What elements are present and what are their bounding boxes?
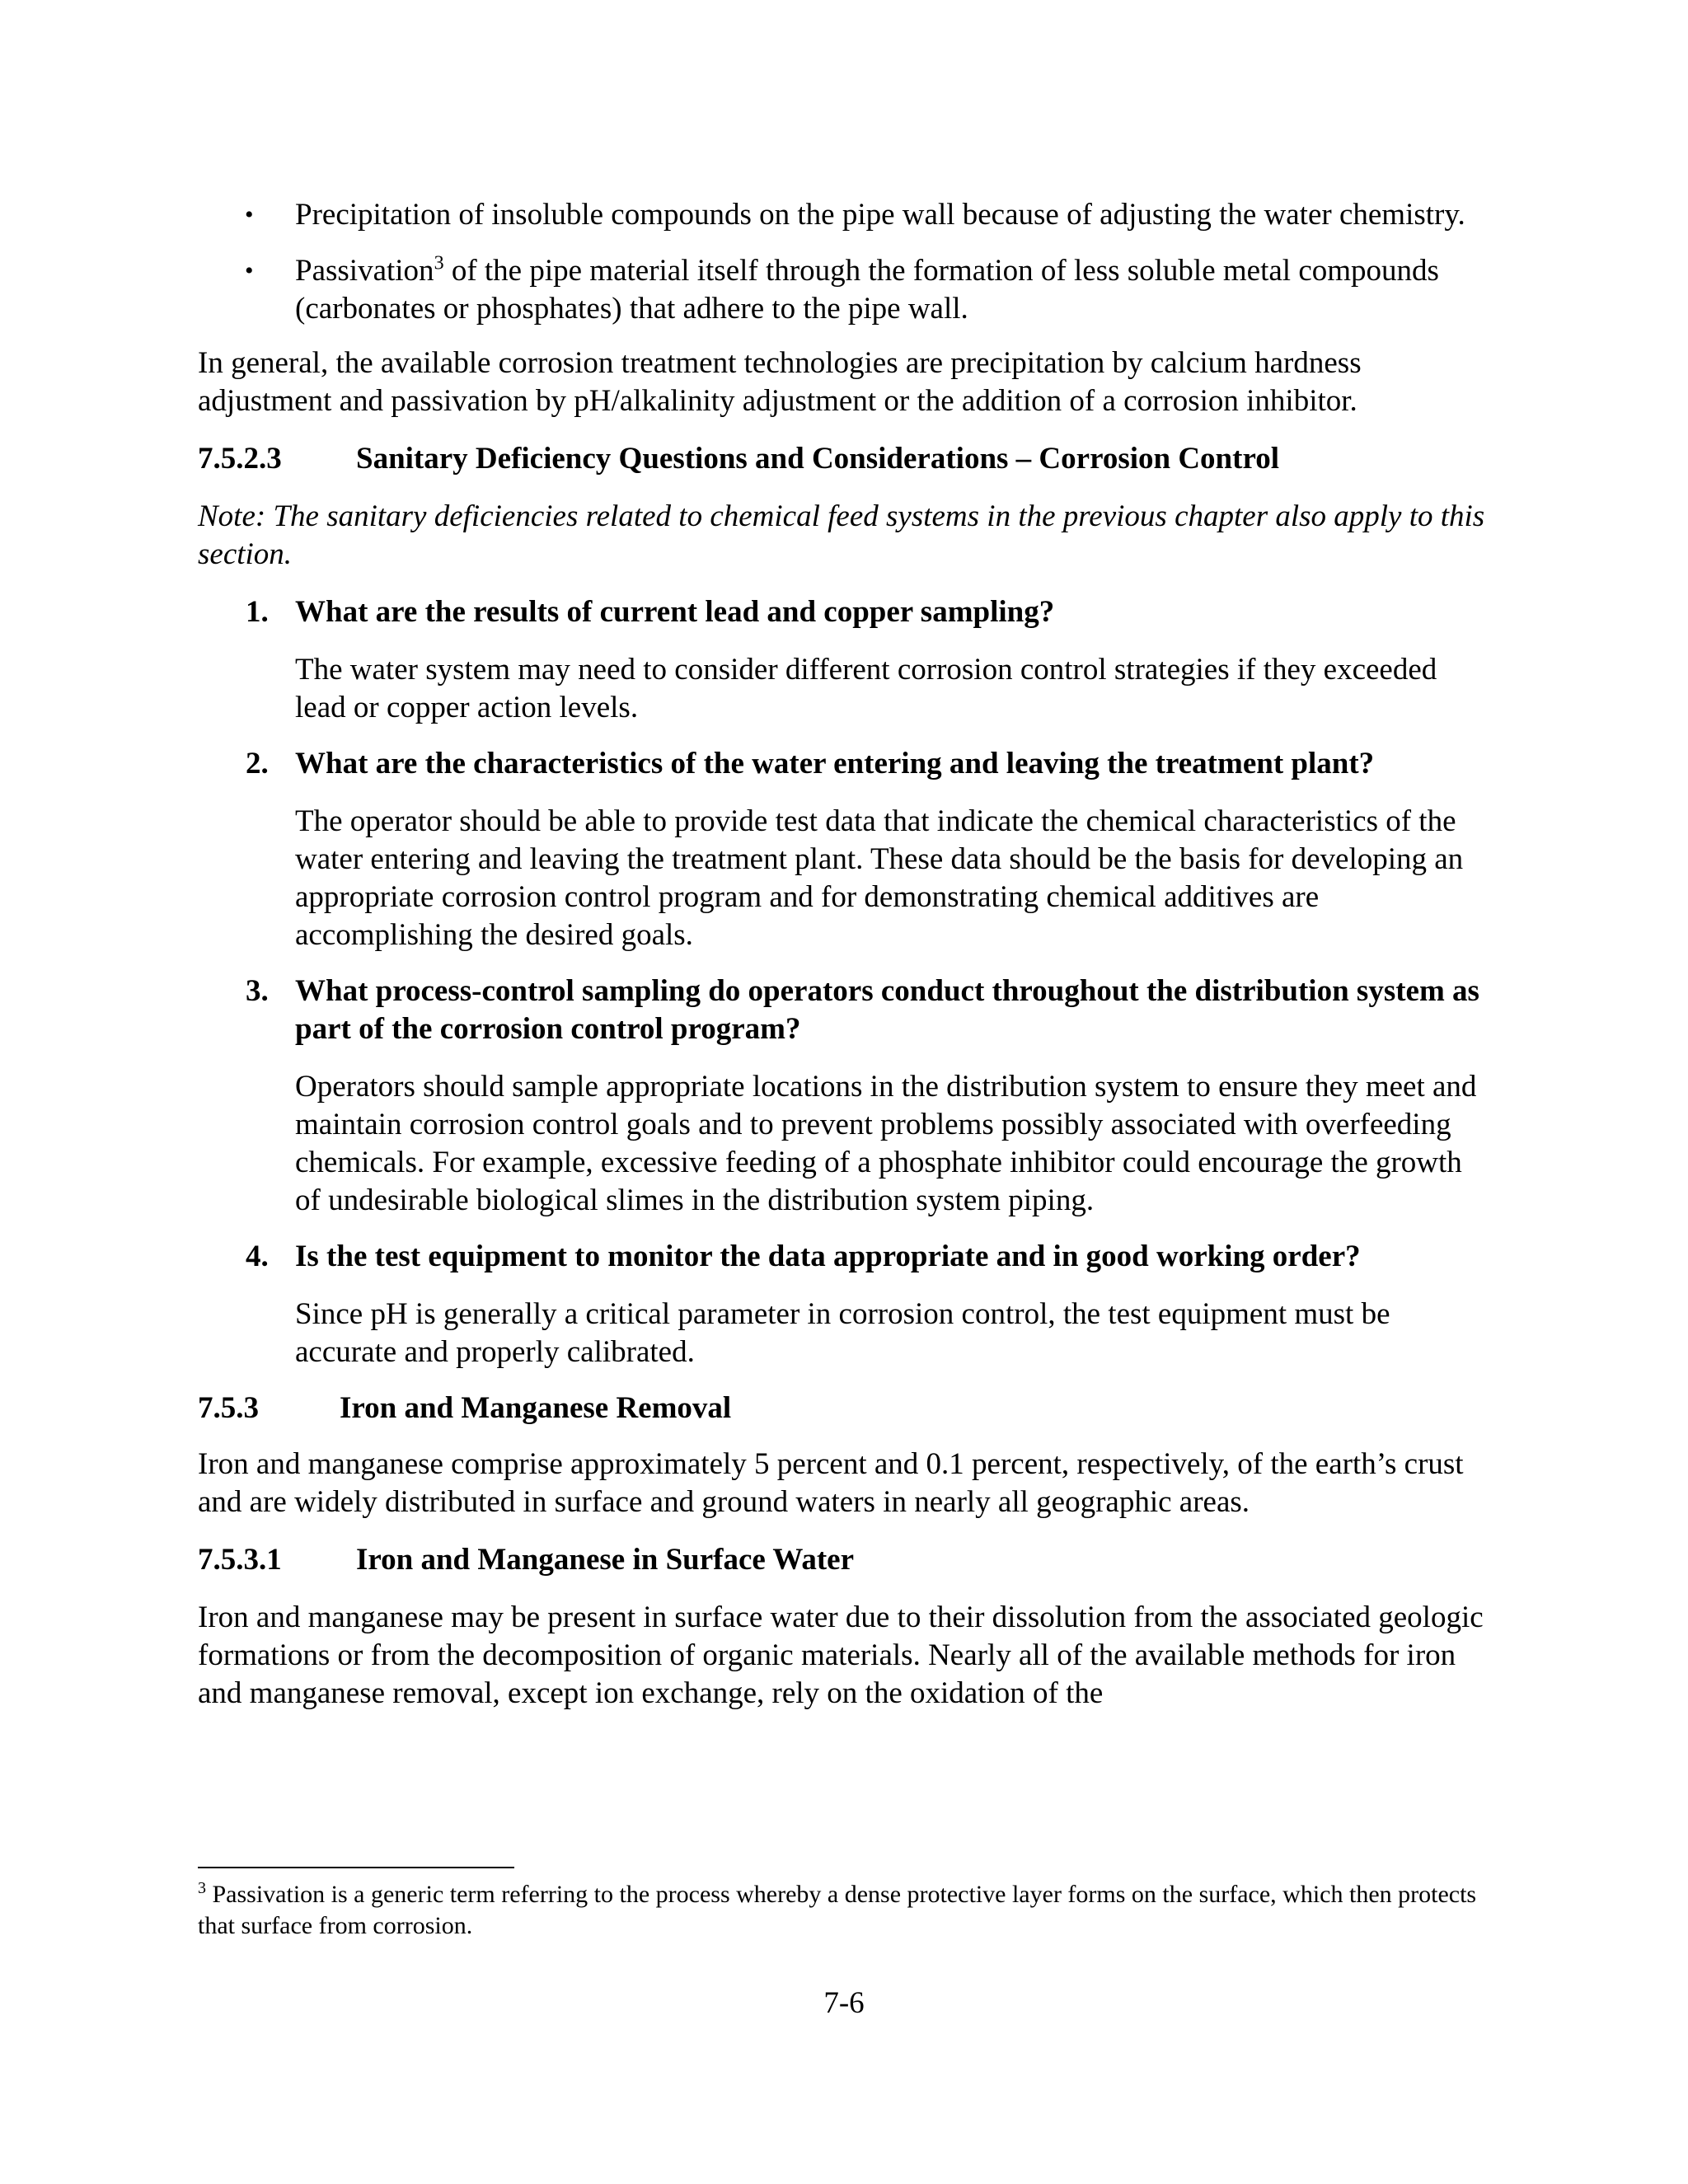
bullet-item	[198, 196, 1490, 234]
question-answer: Operators should sample appropriate locations in the distribution system to ensure they meet and maintain corrosion control goals and to prevent problems possibly associated with overfeeding chemicals. For example, excessive feeding of a phosphate inhibitor could encourage the growth of undesirable biological slimes in the distribution system piping.	[295, 1070, 1477, 1217]
footnote-reference[interactable]: 3	[434, 252, 444, 274]
question-title: What are the characteristics of the water entering and leaving the treatment plant?	[295, 747, 1375, 780]
section-number: 7.5.3.1	[198, 1543, 282, 1577]
question-answer: The water system may need to consider different corrosion control strategies if they exceeded lead or copper action levels.	[295, 653, 1437, 724]
section-number: 7.5.3	[198, 1391, 259, 1425]
document-page	[198, 196, 1490, 1713]
bullet-list	[198, 196, 1490, 328]
question-title: What process-control sampling do operators conduct throughout the distribution system as part of the corrosion control program?	[295, 974, 1479, 1046]
bullet-text: Precipitation of insoluble compounds on the pipe wall because of adjusting the water chemistry.	[295, 198, 1465, 232]
question-item	[198, 745, 1490, 954]
question-number: 4.	[246, 1240, 269, 1273]
section-paragraph: Iron and manganese comprise approximately 5 percent and 0.1 percent, respectively, of the earth’s crust and are widely distributed in surface and ground waters in nearly all geographic areas.	[198, 1447, 1464, 1519]
question-item	[198, 972, 1490, 1220]
footnote-divider	[198, 1867, 514, 1868]
question-title: What are the results of current lead and copper sampling?	[295, 595, 1055, 629]
bullet-icon: •	[245, 201, 254, 228]
section-title: Iron and Manganese in Surface Water	[356, 1543, 855, 1577]
intro-paragraph: In general, the available corrosion treatment technologies are precipitation by calcium hardness adjustment and passivation by pH/alkalinity adjustment or the addition of a corrosion inhibitor.	[198, 346, 1362, 418]
section-note: Note: The sanitary deficiencies related to chemical feed systems in the previous chapter also apply to this section.	[198, 499, 1485, 571]
section-title: Sanitary Deficiency Questions and Considerations – Corrosion Control	[356, 442, 1279, 476]
section-heading-7531	[198, 1541, 1490, 1579]
question-item	[198, 1238, 1490, 1371]
question-answer: Since pH is generally a critical parameter in corrosion control, the test equipment must be accurate and properly calibrated.	[295, 1297, 1390, 1369]
bullet-text-rest: of the pipe material itself through the formation of less soluble metal compounds (carbonates or phosphates) that adhere to the pipe wall.	[295, 254, 1439, 326]
question-number: 3.	[246, 974, 269, 1008]
question-item	[198, 593, 1490, 727]
footnote-text: Passivation is a generic term referring to the process whereby a dense protective layer forms on the surface, which then protects that surface from corrosion.	[198, 1881, 1477, 1939]
question-number: 1.	[246, 595, 269, 629]
question-list	[198, 593, 1490, 1371]
section-title: Iron and Manganese Removal	[340, 1391, 732, 1425]
question-number: 2.	[246, 747, 269, 780]
footnote	[198, 1879, 1490, 1942]
footnote-mark: 3	[198, 1879, 206, 1897]
question-answer: The operator should be able to provide test data that indicate the chemical characteristics of the water entering and leaving the treatment plant. These data should be the basis for developing an appropriate corrosion control program and for demonstrating chemical additives are accomplishing the desired goals.	[295, 804, 1464, 952]
section-heading-753	[198, 1390, 1490, 1427]
section-paragraph: Iron and manganese may be present in surface water due to their dissolution from the associated geologic formations or from the decomposition of organic materials. Nearly all of the available methods for iron and manganese removal, except ion exchange, rely on the oxidation of the	[198, 1601, 1484, 1710]
page-number: 7-6	[823, 1986, 865, 2020]
question-title: Is the test equipment to monitor the data appropriate and in good working order?	[295, 1240, 1361, 1273]
section-number: 7.5.2.3	[198, 442, 282, 476]
bullet-icon: •	[245, 257, 254, 284]
bullet-text-lead: Passivation	[295, 254, 434, 288]
section-heading-7523	[198, 440, 1490, 478]
bullet-item	[198, 252, 1490, 328]
